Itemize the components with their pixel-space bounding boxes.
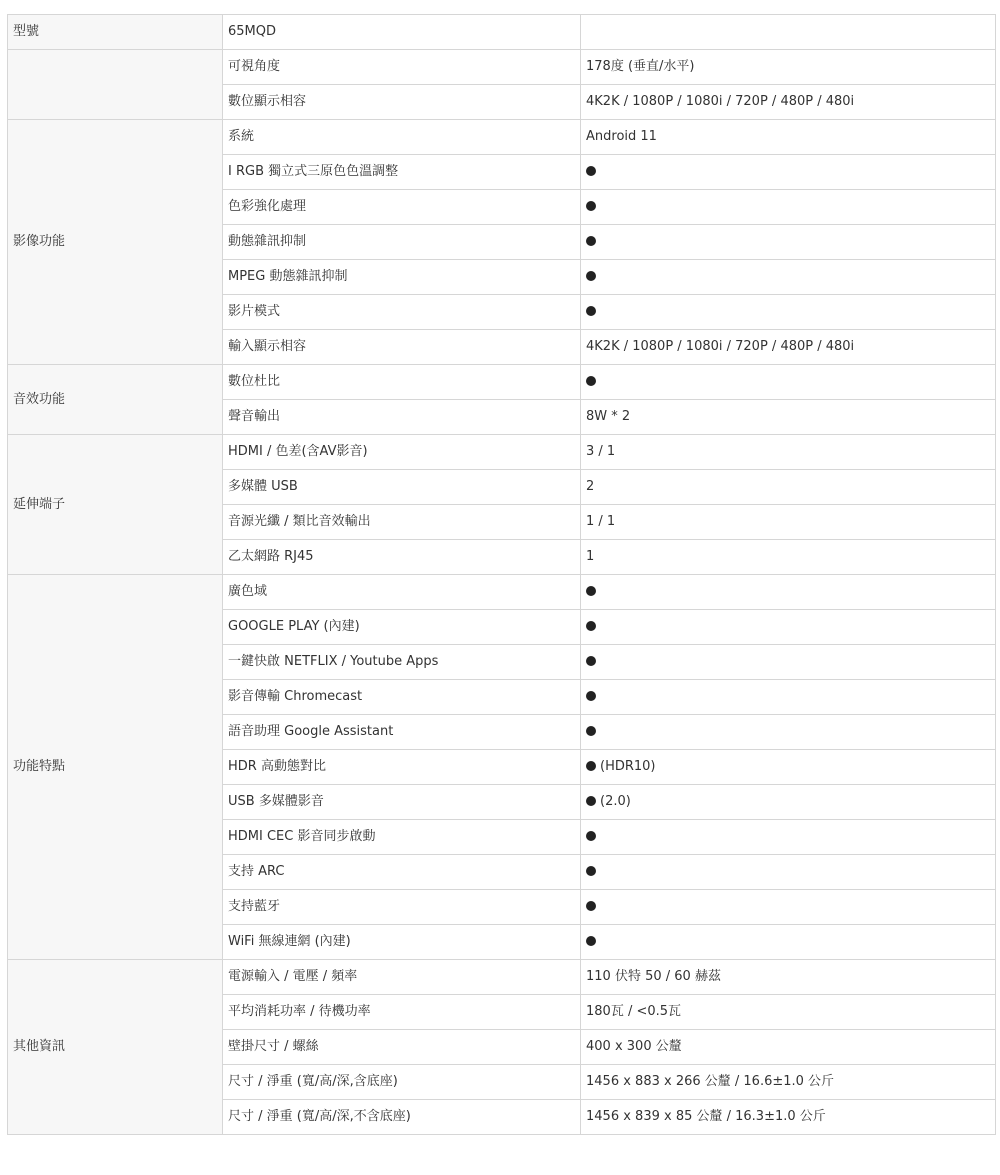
spec-row — [8, 575, 996, 610]
feature-value — [581, 750, 996, 785]
filled-dot-icon — [586, 866, 596, 876]
feature-label: GOOGLE PLAY (內建) — [223, 610, 581, 645]
feature-label: 多媒體 USB — [223, 470, 581, 505]
feature-label: 可視角度 — [223, 50, 581, 85]
feature-value — [581, 190, 996, 225]
feature-value: 3 / 1 — [581, 435, 996, 470]
feature-value: 400 x 300 公釐 — [581, 1030, 996, 1065]
feature-value — [581, 785, 996, 820]
feature-label: 電源輸入 / 電壓 / 頻率 — [223, 960, 581, 995]
feature-value — [581, 365, 996, 400]
feature-value — [581, 680, 996, 715]
feature-label: 語音助理 Google Assistant — [223, 715, 581, 750]
feature-value: 8W * 2 — [581, 400, 996, 435]
filled-dot-icon — [586, 656, 596, 666]
category-label: 影像功能 — [8, 120, 223, 365]
feature-value: Android 11 — [581, 120, 996, 155]
feature-label: HDMI CEC 影音同步啟動 — [223, 820, 581, 855]
filled-dot-icon — [586, 271, 596, 281]
feature-value — [581, 645, 996, 680]
feature-label: USB 多媒體影音 — [223, 785, 581, 820]
filled-dot-icon — [586, 376, 596, 386]
spec-row — [8, 960, 996, 995]
feature-label: 尺寸 / 淨重 (寬/高/深,含底座) — [223, 1065, 581, 1100]
feature-value — [581, 575, 996, 610]
filled-dot-icon — [586, 796, 596, 806]
feature-label: 壁掛尺寸 / 螺絲 — [223, 1030, 581, 1065]
filled-dot-icon — [586, 586, 596, 596]
feature-label: 乙太網路 RJ45 — [223, 540, 581, 575]
feature-value: 2 — [581, 470, 996, 505]
feature-label: 系統 — [223, 120, 581, 155]
feature-label: 數位杜比 — [223, 365, 581, 400]
spec-row — [8, 50, 996, 85]
feature-label: 尺寸 / 淨重 (寬/高/深,不含底座) — [223, 1100, 581, 1135]
feature-value — [581, 225, 996, 260]
category-label: 延伸端子 — [8, 435, 223, 575]
feature-label: 數位顯示相容 — [223, 85, 581, 120]
feature-label: 動態雜訊抑制 — [223, 225, 581, 260]
feature-label: I RGB 獨立式三原色色溫調整 — [223, 155, 581, 190]
feature-value: 110 伏特 50 / 60 赫茲 — [581, 960, 996, 995]
filled-dot-icon — [586, 901, 596, 911]
feature-label: 聲音輸出 — [223, 400, 581, 435]
feature-value — [581, 925, 996, 960]
feature-label: MPEG 動態雜訊抑制 — [223, 260, 581, 295]
feature-value-note: (2.0) — [600, 794, 631, 809]
feature-value: 4K2K / 1080P / 1080i / 720P / 480P / 480i — [581, 330, 996, 365]
feature-value — [581, 155, 996, 190]
feature-label: HDMI / 色差(含AV影音) — [223, 435, 581, 470]
feature-value — [581, 610, 996, 645]
feature-value — [581, 260, 996, 295]
feature-value — [581, 295, 996, 330]
filled-dot-icon — [586, 691, 596, 701]
model-number: 65MQD — [223, 15, 581, 50]
filled-dot-icon — [586, 831, 596, 841]
filled-dot-icon — [586, 936, 596, 946]
filled-dot-icon — [586, 761, 596, 771]
feature-label: 支持 ARC — [223, 855, 581, 890]
feature-value: 1 / 1 — [581, 505, 996, 540]
category-label: 功能特點 — [8, 575, 223, 960]
feature-label: 影片模式 — [223, 295, 581, 330]
feature-value: 178度 (垂直/水平) — [581, 50, 996, 85]
feature-label: 音源光纖 / 類比音效輸出 — [223, 505, 581, 540]
filled-dot-icon — [586, 201, 596, 211]
spec-row — [8, 120, 996, 155]
feature-label: 平均消耗功率 / 待機功率 — [223, 995, 581, 1030]
feature-value — [581, 820, 996, 855]
feature-value: 4K2K / 1080P / 1080i / 720P / 480P / 480i — [581, 85, 996, 120]
feature-value: 180瓦 / <0.5瓦 — [581, 995, 996, 1030]
spec-row — [8, 365, 996, 400]
feature-label: WiFi 無線連網 (內建) — [223, 925, 581, 960]
model-row — [8, 15, 996, 50]
feature-label: 影音傳輸 Chromecast — [223, 680, 581, 715]
category-label — [8, 50, 223, 120]
category-label: 音效功能 — [8, 365, 223, 435]
model-label: 型號 — [8, 15, 223, 50]
spec-table-container — [7, 14, 996, 1135]
filled-dot-icon — [586, 726, 596, 736]
feature-value: 1456 x 839 x 85 公釐 / 16.3±1.0 公斤 — [581, 1100, 996, 1135]
model-value — [581, 15, 996, 50]
feature-label: 支持藍牙 — [223, 890, 581, 925]
feature-label: HDR 高動態對比 — [223, 750, 581, 785]
feature-label: 一鍵快啟 NETFLIX / Youtube Apps — [223, 645, 581, 680]
filled-dot-icon — [586, 236, 596, 246]
spec-table-body — [8, 15, 996, 1135]
feature-value — [581, 855, 996, 890]
filled-dot-icon — [586, 306, 596, 316]
spec-row — [8, 435, 996, 470]
feature-label: 色彩強化處理 — [223, 190, 581, 225]
feature-value — [581, 715, 996, 750]
feature-value: 1 — [581, 540, 996, 575]
spec-table — [7, 14, 996, 1135]
filled-dot-icon — [586, 621, 596, 631]
feature-value: 1456 x 883 x 266 公釐 / 16.6±1.0 公斤 — [581, 1065, 996, 1100]
filled-dot-icon — [586, 166, 596, 176]
category-label: 其他資訊 — [8, 960, 223, 1135]
feature-label: 輸入顯示相容 — [223, 330, 581, 365]
feature-value-note: (HDR10) — [600, 759, 656, 774]
feature-label: 廣色域 — [223, 575, 581, 610]
feature-value — [581, 890, 996, 925]
